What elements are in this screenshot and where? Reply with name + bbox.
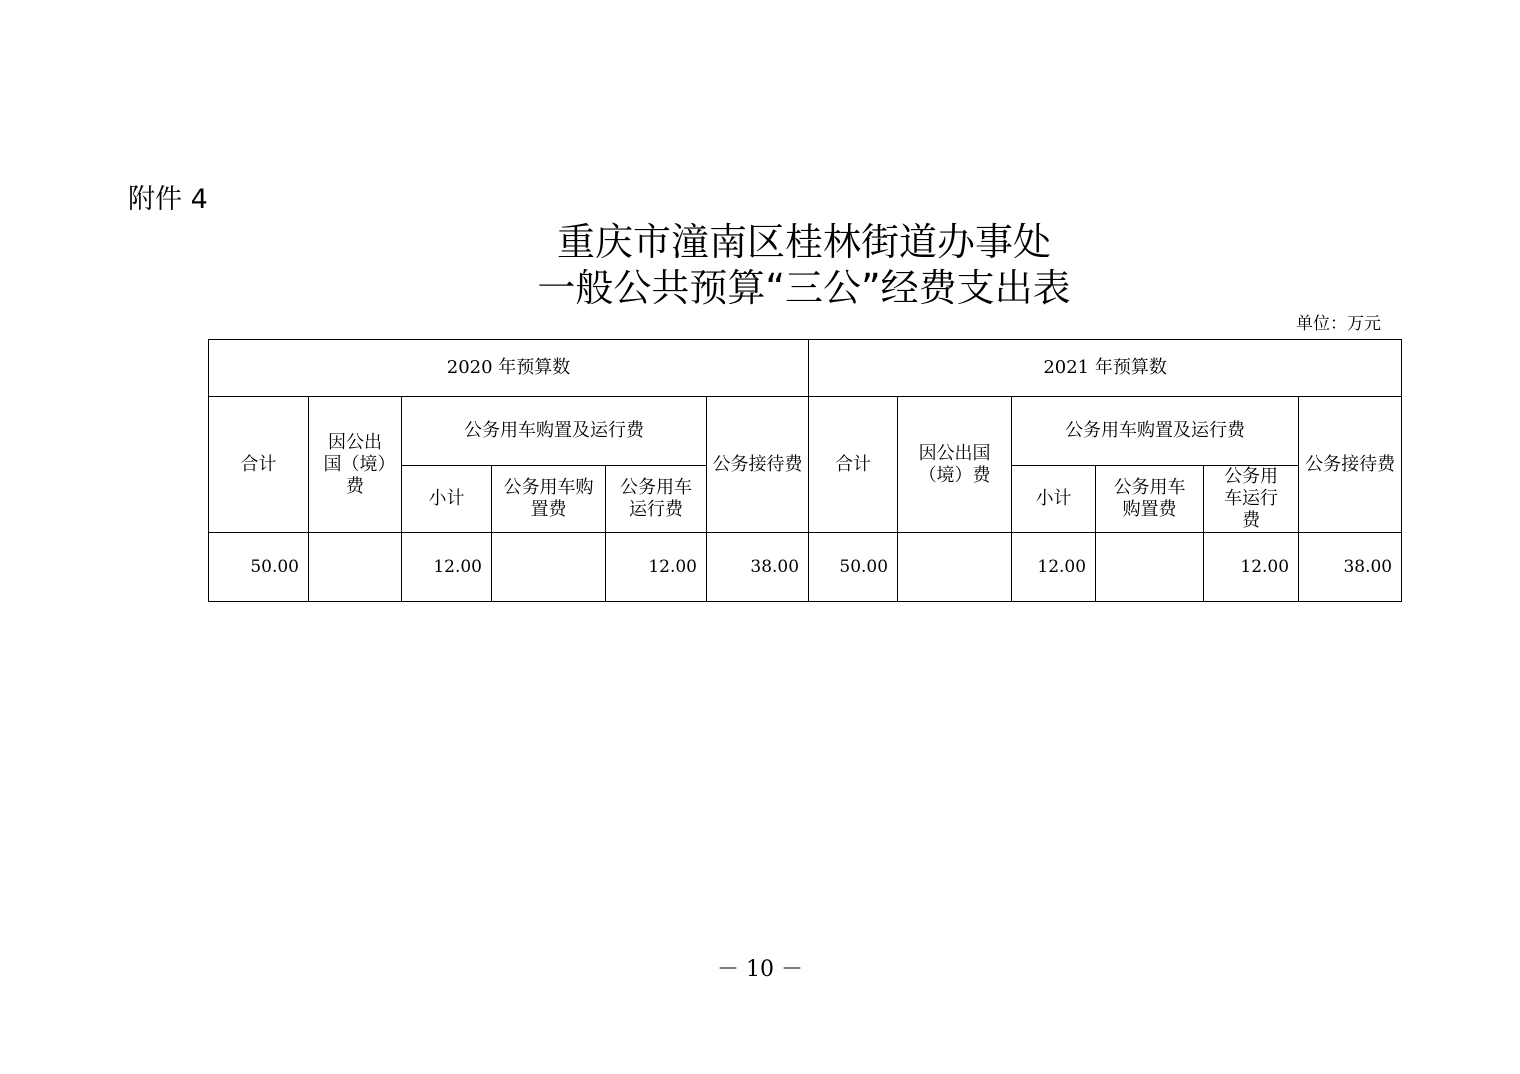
header-2021-purchase: 公务用车购置费 [1096,466,1204,533]
header-2020-operation: 公务用车运行费 [606,466,707,533]
header-2020-subtotal: 小计 [402,466,492,533]
header-2021-reception: 公务接待费 [1299,397,1402,533]
value-2020-abroad [309,533,402,602]
value-2021-abroad [898,533,1012,602]
value-2020-purchase [492,533,606,602]
header-2021-operation: 公务用车运行费 [1204,466,1299,533]
attachment-label: 附件 4 [128,184,208,215]
value-2020-subtotal: 12.00 [402,533,492,602]
page-title-line2: 一般公共预算“三公”经费支出表 [537,266,1071,310]
page-title-line1: 重庆市潼南区桂林街道办事处 [556,220,1051,264]
value-2021-reception: 38.00 [1299,533,1402,602]
header-2021-abroad: 因公出国（境）费 [898,397,1012,533]
year-header-2021: 2021 年预算数 [809,340,1402,397]
header-2020-vehicle-group: 公务用车购置及运行费 [402,397,707,466]
header-2020-purchase: 公务用车购置费 [492,466,606,533]
year-header-2020: 2020 年预算数 [209,340,809,397]
header-2021-subtotal: 小计 [1012,466,1096,533]
header-2021-total: 合计 [809,397,898,533]
value-2020-reception: 38.00 [707,533,809,602]
value-2021-purchase [1096,533,1204,602]
value-2021-operation: 12.00 [1204,533,1299,602]
header-2021-vehicle-group: 公务用车购置及运行费 [1012,397,1299,466]
value-2021-total: 50.00 [809,533,898,602]
header-2020-total: 合计 [209,397,309,533]
header-2020-abroad: 因公出国（境）费 [309,397,402,533]
unit-label: 单位：万元 [1296,314,1381,334]
value-2020-total: 50.00 [209,533,309,602]
page-number: － 10 － [717,957,803,982]
header-2020-reception: 公务接待费 [707,397,809,533]
three-public-expense-table [208,339,1402,602]
value-2021-subtotal: 12.00 [1012,533,1096,602]
value-2020-operation: 12.00 [606,533,707,602]
